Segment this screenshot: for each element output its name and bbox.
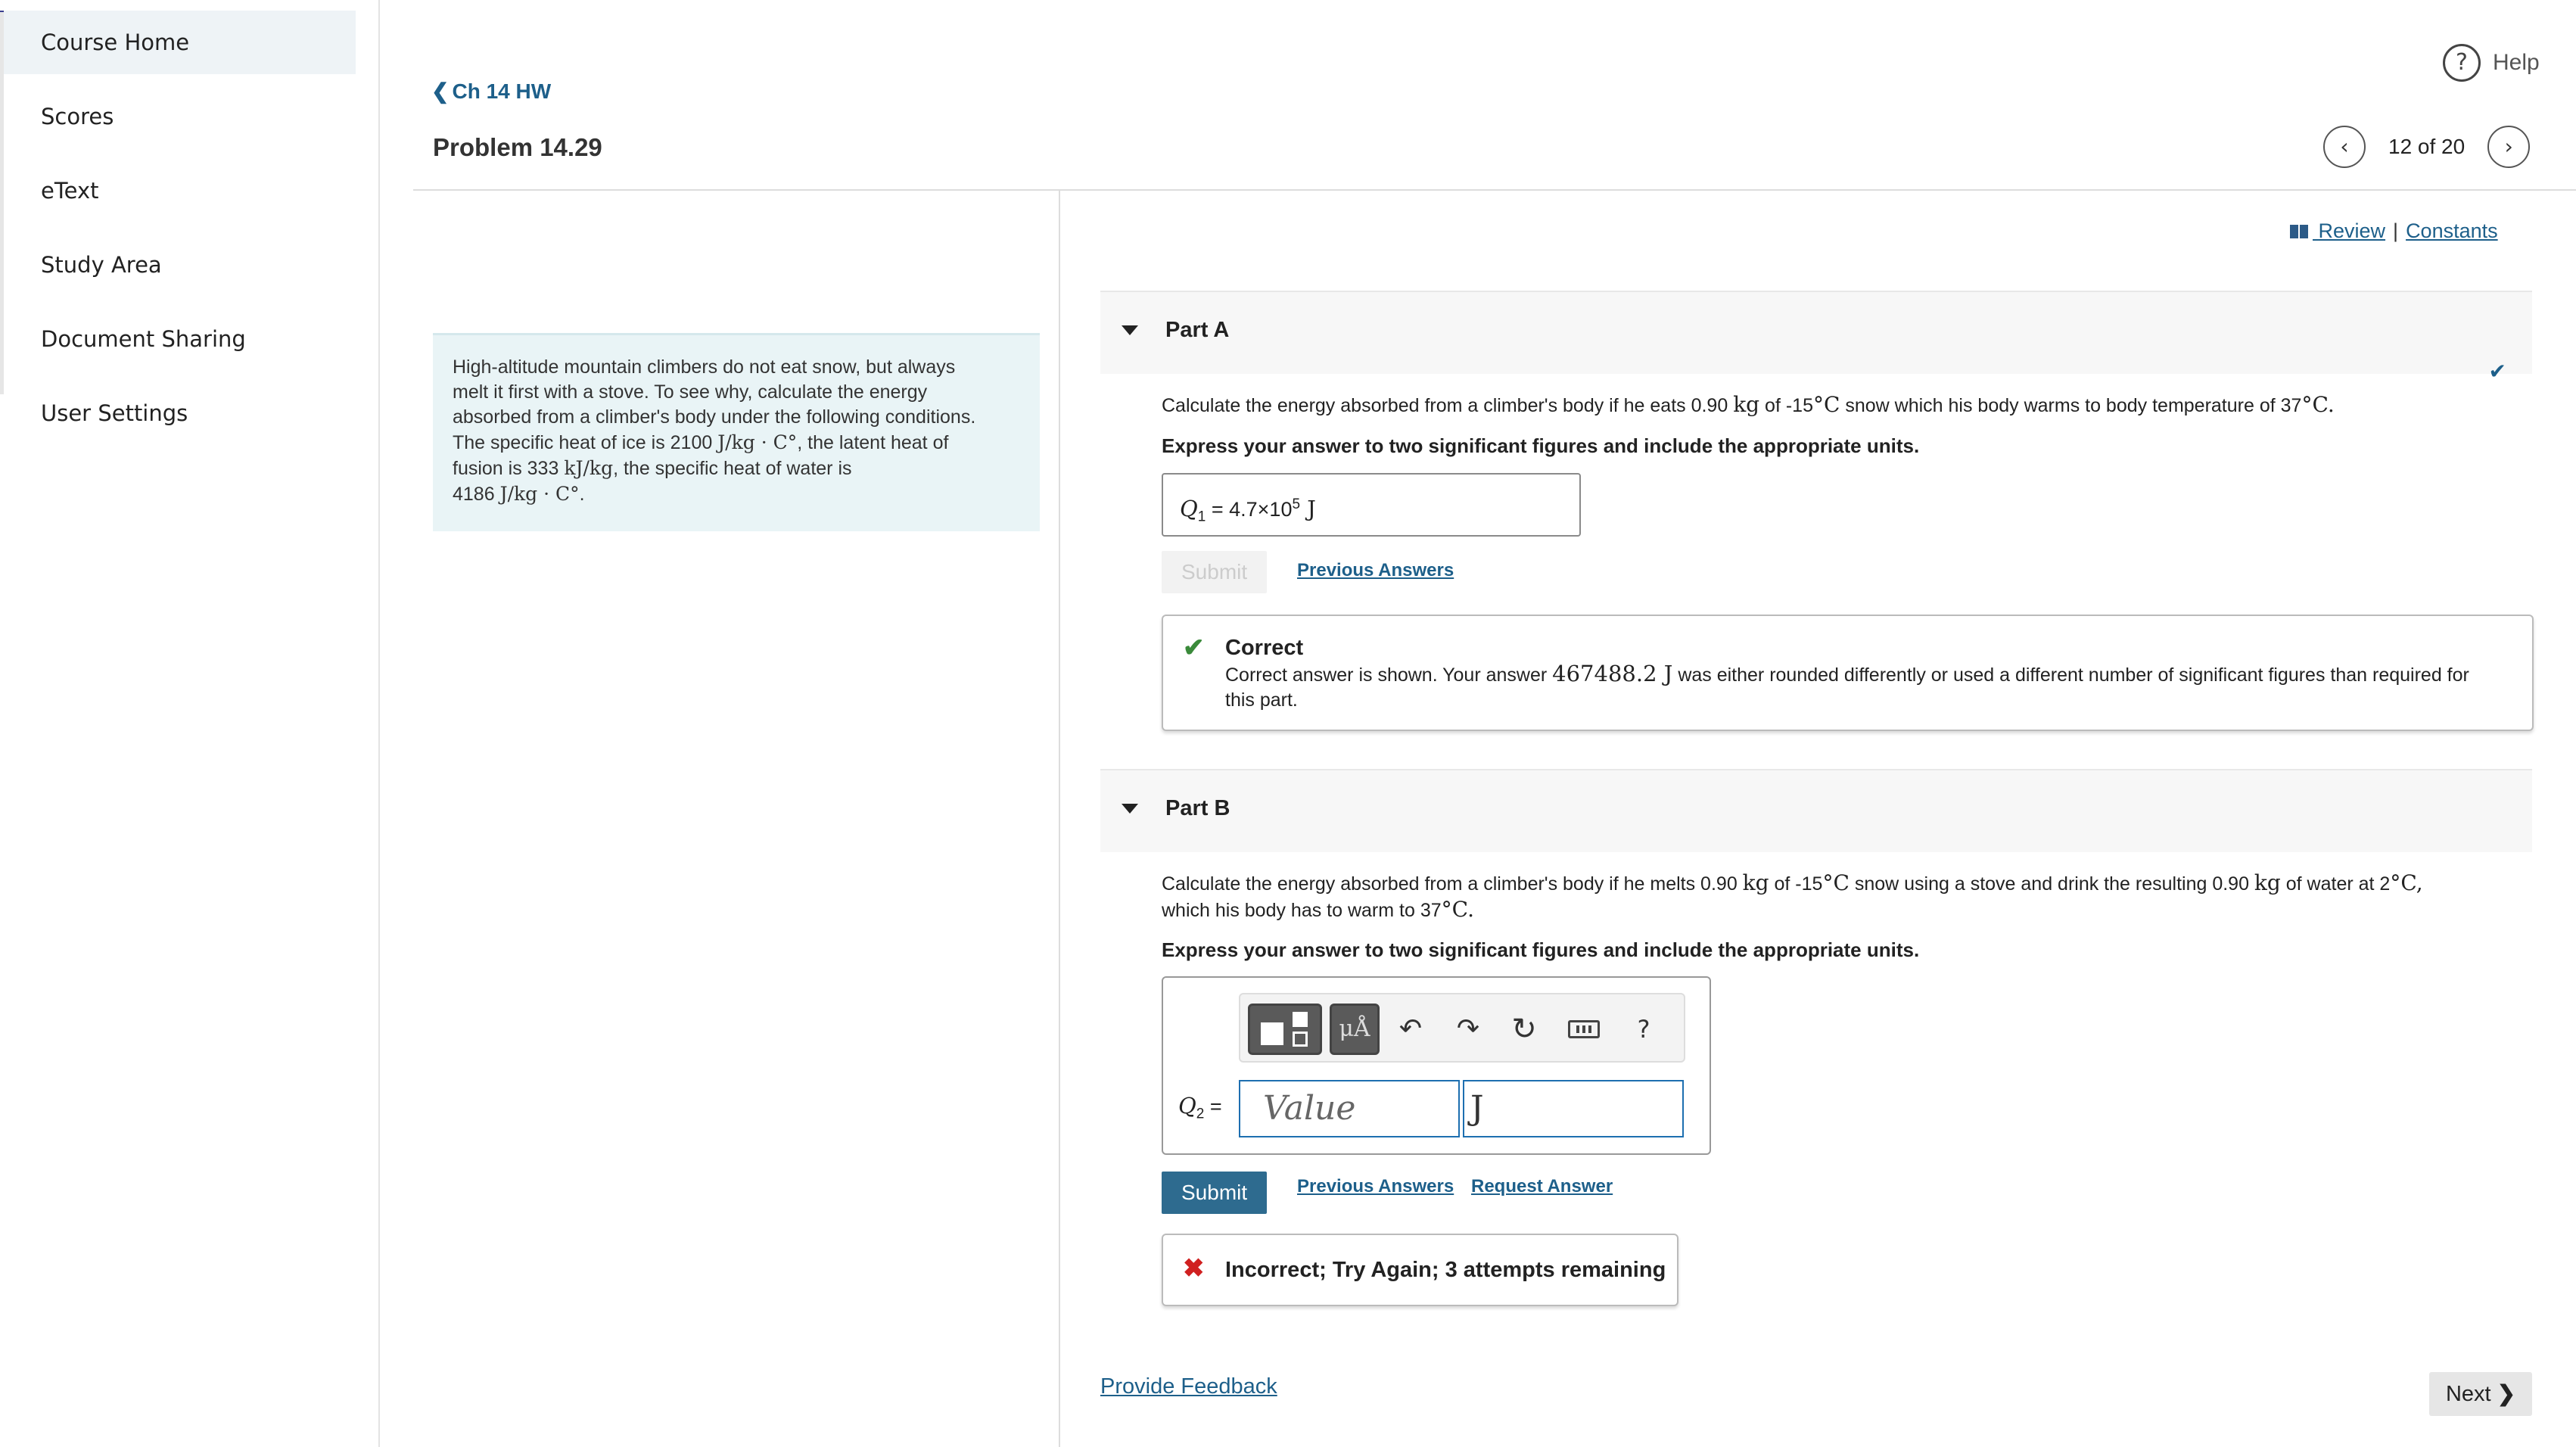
part-a-header[interactable] bbox=[1100, 291, 2532, 383]
question-math: °C bbox=[1822, 870, 1850, 895]
provide-feedback-link[interactable]: Provide Feedback bbox=[1100, 1374, 1277, 1399]
help-button[interactable] bbox=[2443, 44, 2540, 82]
value-input[interactable]: Value bbox=[1239, 1080, 1460, 1137]
feedback-text: was either rounded differently or used a different number of significant figures than required for bbox=[1672, 664, 2469, 686]
question-text: snow using a stove and drink the resulting 0.90 bbox=[1849, 873, 2254, 895]
templates-button[interactable] bbox=[1248, 1004, 1322, 1055]
intro-text: fusion is 333 bbox=[453, 458, 565, 479]
part-a-instruction: Express your answer to two significant figures and include the appropriate units. bbox=[1162, 434, 1920, 457]
part-a-question bbox=[1162, 392, 2524, 419]
feedback-math: 467488.2 J bbox=[1552, 661, 1673, 686]
feedback-body bbox=[1225, 661, 2519, 713]
intro-line: High-altitude mountain climbers do not eat snow, but always bbox=[453, 356, 956, 378]
question-math: °C, bbox=[2390, 870, 2423, 895]
previous-problem-button[interactable]: ‹ bbox=[2323, 126, 2366, 168]
problem-pager bbox=[2323, 126, 2530, 168]
question-math: °C bbox=[1812, 392, 1840, 417]
review-link[interactable] bbox=[2290, 219, 2385, 242]
keyboard-icon[interactable] bbox=[1563, 1020, 1605, 1043]
sidebar-rule bbox=[0, 12, 4, 394]
question-text: snow which his body warms to body temperature of 37 bbox=[1840, 395, 2302, 416]
sidebar-item-etext[interactable]: eText bbox=[41, 178, 99, 204]
unit-input[interactable]: J bbox=[1463, 1080, 1684, 1137]
feedback-text: Correct answer is shown. Your answer bbox=[1225, 664, 1553, 686]
part-a-feedback bbox=[1162, 615, 2534, 731]
pager-count: 12 of 20 bbox=[2388, 135, 2466, 158]
collapse-triangle-icon[interactable] bbox=[1122, 325, 1138, 335]
question-text: of water at 2 bbox=[2280, 873, 2391, 895]
part-b-feedback bbox=[1162, 1234, 1678, 1306]
intro-text: . bbox=[579, 484, 585, 505]
part-b-answer-widget bbox=[1162, 976, 1711, 1155]
next-label: Next bbox=[2445, 1382, 2491, 1406]
part-b-title: Part B bbox=[1165, 796, 1230, 820]
part-b-header[interactable] bbox=[1100, 769, 2532, 852]
math-toolbar bbox=[1239, 993, 1685, 1063]
answer-equals: = bbox=[1204, 1095, 1222, 1118]
chevron-right-icon: ❯ bbox=[2497, 1382, 2515, 1406]
sidebar-item-course-home[interactable]: Course Home bbox=[0, 11, 356, 74]
next-problem-button[interactable]: › bbox=[2487, 126, 2530, 168]
answer-variable: Q bbox=[1180, 496, 1198, 521]
answer-subscript: 1 bbox=[1197, 509, 1206, 525]
part-b-instruction: Express your answer to two significant figures and include the appropriate units. bbox=[1162, 938, 1920, 961]
request-answer-link[interactable]: Request Answer bbox=[1471, 1176, 1613, 1196]
question-math: kg bbox=[2254, 870, 2281, 895]
part-b-question bbox=[1162, 870, 2524, 923]
sidebar bbox=[0, 0, 380, 1447]
feedback-text: this part. bbox=[1225, 689, 1298, 711]
answer-variable: Q bbox=[1178, 1093, 1196, 1119]
question-text: Calculate the energy absorbed from a climber's body if he eats 0.90 bbox=[1162, 395, 1734, 416]
answer-subscript: 2 bbox=[1196, 1106, 1205, 1122]
review-label: Review bbox=[2318, 219, 2386, 242]
question-math: kg bbox=[1733, 392, 1760, 417]
undo-icon[interactable]: ↶ bbox=[1398, 1013, 1423, 1044]
feedback-title: Correct bbox=[1225, 636, 1304, 660]
feedback-title: Incorrect; Try Again; 3 attempts remaining bbox=[1225, 1258, 1666, 1282]
answer-label bbox=[1178, 1093, 1222, 1122]
question-text: Calculate the energy absorbed from a climber's body if he melts 0.90 bbox=[1162, 873, 1743, 895]
chevron-left-icon: ❮ bbox=[431, 79, 450, 103]
part-a-previous-answers-link[interactable]: Previous Answers bbox=[1297, 560, 1454, 580]
intro-text: , the latent heat of bbox=[797, 432, 949, 453]
question-text: which his body has to warm to 37 bbox=[1162, 900, 1442, 921]
next-button[interactable] bbox=[2429, 1372, 2532, 1416]
constants-link[interactable]: Constants bbox=[2406, 219, 2498, 242]
back-to-assignment-link[interactable] bbox=[431, 79, 551, 104]
sidebar-item-user-settings[interactable]: User Settings bbox=[41, 400, 188, 426]
help-icon: ? bbox=[2443, 44, 2481, 82]
references-bar bbox=[2290, 219, 2498, 243]
answer-exponent: 5 bbox=[1292, 496, 1301, 512]
x-icon: ✖ bbox=[1183, 1254, 1205, 1283]
checkmark-icon: ✔ bbox=[2488, 359, 2506, 383]
sidebar-item-scores[interactable]: Scores bbox=[41, 104, 114, 129]
question-math: °C. bbox=[2301, 392, 2335, 417]
header-divider bbox=[413, 189, 2576, 191]
intro-text: The specific heat of ice is 2100 bbox=[453, 432, 718, 453]
page-title: Problem 14.29 bbox=[433, 133, 602, 161]
help-label: Help bbox=[2493, 50, 2540, 75]
intro-text: , the specific heat of water is bbox=[613, 458, 852, 479]
back-link-label: Ch 14 HW bbox=[452, 79, 552, 103]
intro-line bbox=[453, 430, 1020, 456]
intro-text: 4186 bbox=[453, 484, 500, 505]
refs-separator: | bbox=[2393, 219, 2399, 242]
part-a-title: Part A bbox=[1165, 318, 1230, 342]
redo-icon[interactable]: ↷ bbox=[1456, 1013, 1480, 1044]
part-b-previous-answers-link[interactable]: Previous Answers bbox=[1297, 1176, 1454, 1196]
question-text: of -15 bbox=[1769, 873, 1823, 895]
collapse-triangle-icon[interactable] bbox=[1122, 804, 1138, 814]
intro-math: J/kg · C° bbox=[499, 483, 580, 505]
question-math: °C. bbox=[1441, 897, 1474, 922]
intro-line: melt it first with a stove. To see why, calculate the energy bbox=[453, 381, 928, 403]
answer-unit: J bbox=[1300, 496, 1316, 521]
answer-value: = 4.7×10 bbox=[1206, 498, 1293, 521]
question-math: kg bbox=[1742, 870, 1769, 895]
sidebar-item-document-sharing[interactable]: Document Sharing bbox=[41, 326, 246, 352]
intro-math: kJ/kg bbox=[564, 457, 614, 479]
reset-icon[interactable]: ↻ bbox=[1511, 1012, 1537, 1047]
intro-math: J/kg · C° bbox=[717, 431, 798, 453]
units-button[interactable]: μÅ bbox=[1330, 1004, 1380, 1055]
intro-line bbox=[453, 456, 1020, 481]
column-divider bbox=[1059, 191, 1060, 1447]
part-a-submit-button[interactable]: Submit bbox=[1162, 551, 1267, 593]
check-icon: ✔ bbox=[1183, 633, 1205, 662]
intro-line bbox=[453, 481, 1020, 507]
problem-intro bbox=[433, 333, 1040, 531]
part-a-answer-display bbox=[1162, 473, 1581, 537]
intro-line: absorbed from a climber's body under the following conditions. bbox=[453, 406, 976, 428]
sidebar-item-study-area[interactable]: Study Area bbox=[41, 252, 162, 278]
toolbar-help-icon[interactable]: ? bbox=[1637, 1015, 1650, 1044]
part-b-submit-button[interactable]: Submit bbox=[1162, 1172, 1267, 1214]
book-icon bbox=[2290, 225, 2308, 238]
question-text: of -15 bbox=[1759, 395, 1813, 416]
